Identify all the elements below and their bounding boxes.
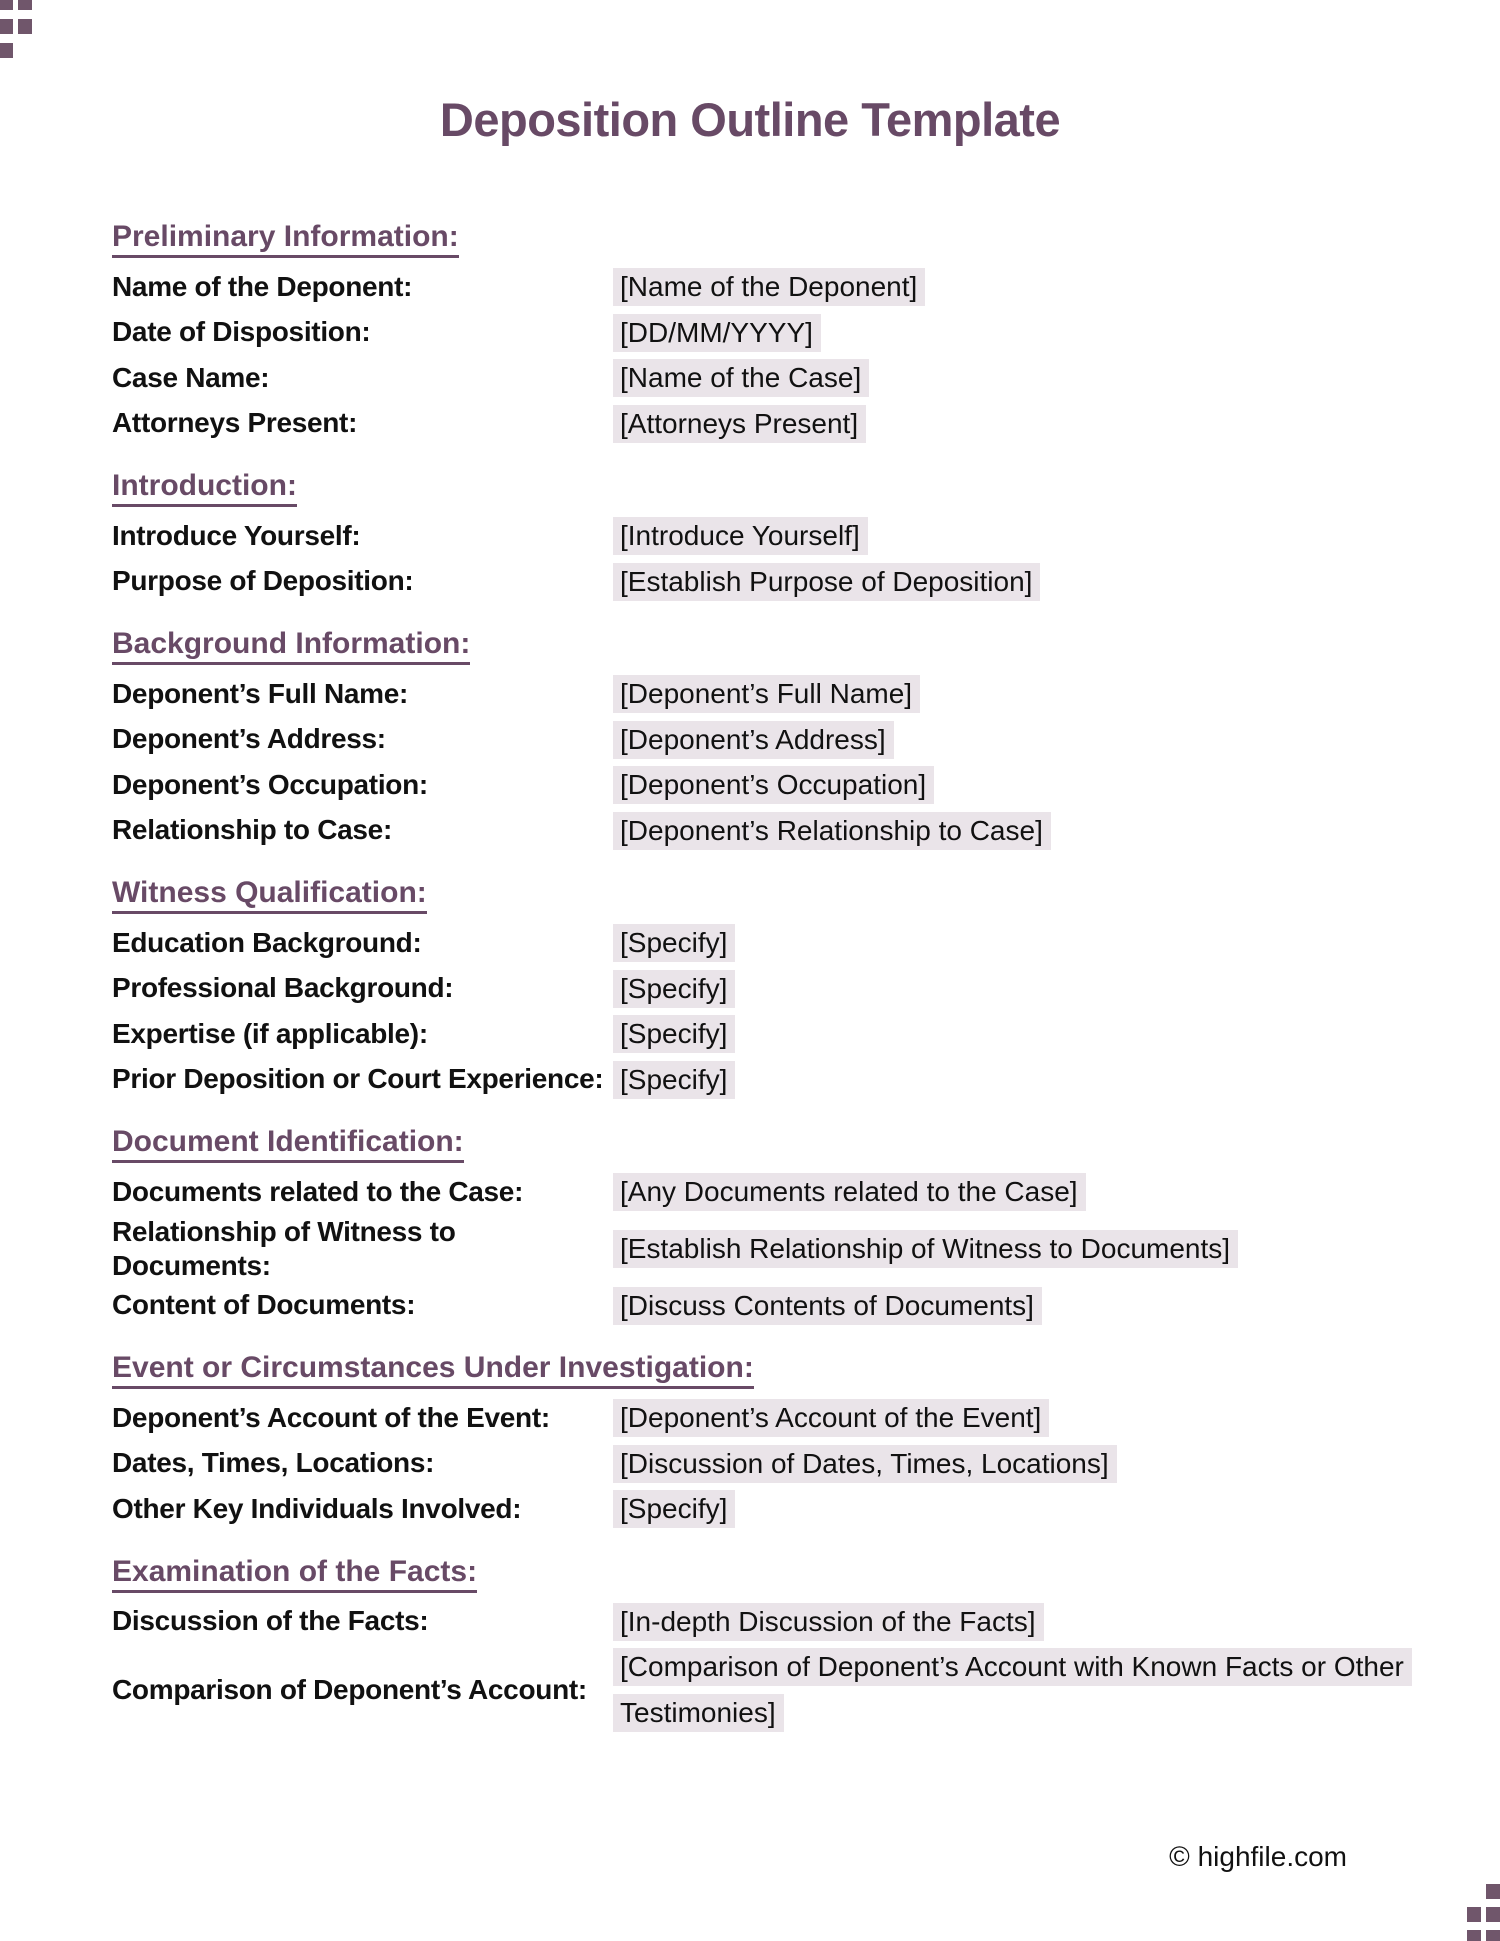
field-value-placeholder: [Specify] [613, 970, 735, 1008]
field-label: Purpose of Deposition: [112, 565, 414, 597]
field-value-wrap [613, 1441, 1405, 1487]
field-label: Expertise (if applicable): [112, 1017, 428, 1049]
outline-section [112, 1349, 1405, 1532]
field-label: Content of Documents: [112, 1289, 416, 1321]
field-value-placeholder: [Name of the Deponent] [613, 268, 925, 306]
field-value-placeholder: [Deponent’s Account of the Event] [613, 1399, 1049, 1437]
field-value-placeholder: [Specify] [613, 1015, 735, 1053]
section-heading: Introduction: [112, 467, 297, 507]
field-label: Date of Disposition: [112, 316, 371, 348]
outline-section [112, 625, 1405, 853]
field-value-wrap [613, 401, 1405, 447]
field-label: Dates, Times, Locations: [112, 1447, 435, 1479]
section-heading: Document Identification: [112, 1123, 464, 1163]
logo-square [0, 43, 13, 58]
field-label: Name of the Deponent: [112, 270, 413, 302]
field-value-wrap [613, 1599, 1405, 1645]
field-row [112, 1169, 1405, 1215]
field-value-wrap [613, 1169, 1405, 1215]
section-heading: Preliminary Information: [112, 218, 459, 258]
field-value-wrap [613, 920, 1405, 966]
field-label: Case Name: [112, 361, 270, 393]
field-label: Deponent’s Account of the Event: [112, 1401, 550, 1433]
field-value-wrap [613, 1486, 1405, 1532]
logo-square [0, 0, 13, 10]
copyright-text: © highfile.com [1169, 1841, 1347, 1872]
field-row [112, 920, 1405, 966]
logo-square [18, 0, 32, 10]
field-value-wrap [613, 310, 1405, 356]
field-row [112, 1057, 1405, 1103]
field-value-placeholder: [Discussion of Dates, Times, Locations] [613, 1445, 1117, 1483]
field-value-wrap [613, 355, 1405, 401]
field-value-placeholder: [Specify] [613, 924, 735, 962]
field-value-wrap [613, 1057, 1405, 1103]
logo-square [1486, 1907, 1500, 1922]
field-row [112, 1599, 1405, 1645]
section-rows [112, 1169, 1405, 1328]
section-rows [112, 1599, 1405, 1736]
field-value-placeholder: [Specify] [613, 1061, 735, 1099]
field-value-placeholder: [In-depth Discussion of the Facts] [613, 1603, 1044, 1641]
field-value-placeholder: [Establish Relationship of Witness to Documents] [613, 1230, 1238, 1268]
field-row [112, 310, 1405, 356]
field-value-wrap [613, 1283, 1405, 1329]
field-row [112, 355, 1405, 401]
field-label: Deponent’s Address: [112, 723, 386, 755]
field-row [112, 513, 1405, 559]
field-value-wrap [613, 671, 1405, 717]
field-value-wrap [613, 808, 1405, 854]
field-value-placeholder: [Comparison of Deponent’s Account with Known Facts or Other Testimonies] [613, 1648, 1412, 1732]
field-label: Other Key Individuals Involved: [112, 1492, 522, 1524]
section-heading: Examination of the Facts: [112, 1553, 477, 1593]
field-value-placeholder: [Attorneys Present] [613, 405, 866, 443]
outline-section [112, 218, 1405, 446]
field-value-placeholder: [Any Documents related to the Case] [613, 1173, 1086, 1211]
field-row [112, 559, 1405, 605]
document-body [112, 218, 1405, 1735]
pixel-squares-logo-icon [0, 0, 33, 58]
section-heading: Background Information: [112, 625, 470, 665]
field-row [112, 966, 1405, 1012]
logo-square [1486, 1884, 1500, 1899]
field-value-placeholder: [DD/MM/YYYY] [613, 314, 821, 352]
section-heading: Witness Qualification: [112, 874, 427, 914]
field-label: Documents related to the Case: [112, 1175, 524, 1207]
outline-section [112, 1553, 1405, 1736]
field-label: Professional Background: [112, 972, 454, 1004]
field-label: Prior Deposition or Court Experience: [112, 1063, 604, 1095]
field-value-wrap [613, 1395, 1405, 1441]
field-value-wrap [613, 1644, 1405, 1735]
field-value-wrap [613, 762, 1405, 808]
logo-square [1486, 1930, 1500, 1941]
field-value-wrap [613, 264, 1405, 310]
outline-section [112, 1123, 1405, 1328]
field-value-placeholder: [Discuss Contents of Documents] [613, 1287, 1042, 1325]
field-row [112, 808, 1405, 854]
field-label: Deponent’s Full Name: [112, 677, 409, 709]
pixel-squares-logo-icon [1467, 1884, 1500, 1941]
section-rows [112, 671, 1405, 853]
section-rows [112, 920, 1405, 1102]
section-rows [112, 1395, 1405, 1532]
page-title: Deposition Outline Template [439, 93, 1061, 146]
field-value-placeholder: [Deponent’s Relationship to Case] [613, 812, 1051, 850]
field-row [112, 1441, 1405, 1487]
section-heading: Event or Circumstances Under Investigation: [112, 1349, 754, 1389]
field-value-placeholder: [Deponent’s Address] [613, 721, 894, 759]
field-value-wrap [613, 559, 1405, 605]
field-label: Attorneys Present: [112, 407, 358, 439]
field-label: Discussion of the Facts: [112, 1605, 429, 1637]
logo-square [18, 19, 32, 34]
section-rows [112, 264, 1405, 446]
field-value-wrap [613, 1011, 1405, 1057]
field-label: Relationship of Witness to Documents: [112, 1215, 456, 1281]
field-label: Introduce Yourself: [112, 519, 361, 551]
field-row [112, 1486, 1405, 1532]
field-value-placeholder: [Name of the Case] [613, 359, 869, 397]
field-value-placeholder: [Establish Purpose of Deposition] [613, 563, 1040, 601]
outline-section [112, 874, 1405, 1102]
field-row [112, 1395, 1405, 1441]
field-row [112, 1644, 1405, 1735]
field-row [112, 1215, 1405, 1283]
field-label: Education Background: [112, 926, 422, 958]
field-row [112, 762, 1405, 808]
outline-section [112, 467, 1405, 604]
field-value-placeholder: [Introduce Yourself] [613, 517, 868, 555]
field-row [112, 671, 1405, 717]
field-label: Comparison of Deponent’s Account: [112, 1673, 587, 1705]
logo-square [0, 19, 13, 34]
field-value-placeholder: [Specify] [613, 1490, 735, 1528]
field-value-wrap [613, 966, 1405, 1012]
field-value-wrap [613, 717, 1405, 763]
field-row [112, 1011, 1405, 1057]
field-value-placeholder: [Deponent’s Full Name] [613, 675, 920, 713]
field-row [112, 717, 1405, 763]
field-label: Relationship to Case: [112, 814, 392, 846]
field-value-wrap [613, 513, 1405, 559]
field-row [112, 401, 1405, 447]
logo-square [1467, 1930, 1481, 1941]
field-row [112, 264, 1405, 310]
field-label: Deponent’s Occupation: [112, 768, 428, 800]
section-rows [112, 513, 1405, 604]
logo-square [1467, 1907, 1481, 1922]
field-value-wrap [613, 1226, 1405, 1272]
field-row [112, 1283, 1405, 1329]
field-value-placeholder: [Deponent’s Occupation] [613, 766, 934, 804]
